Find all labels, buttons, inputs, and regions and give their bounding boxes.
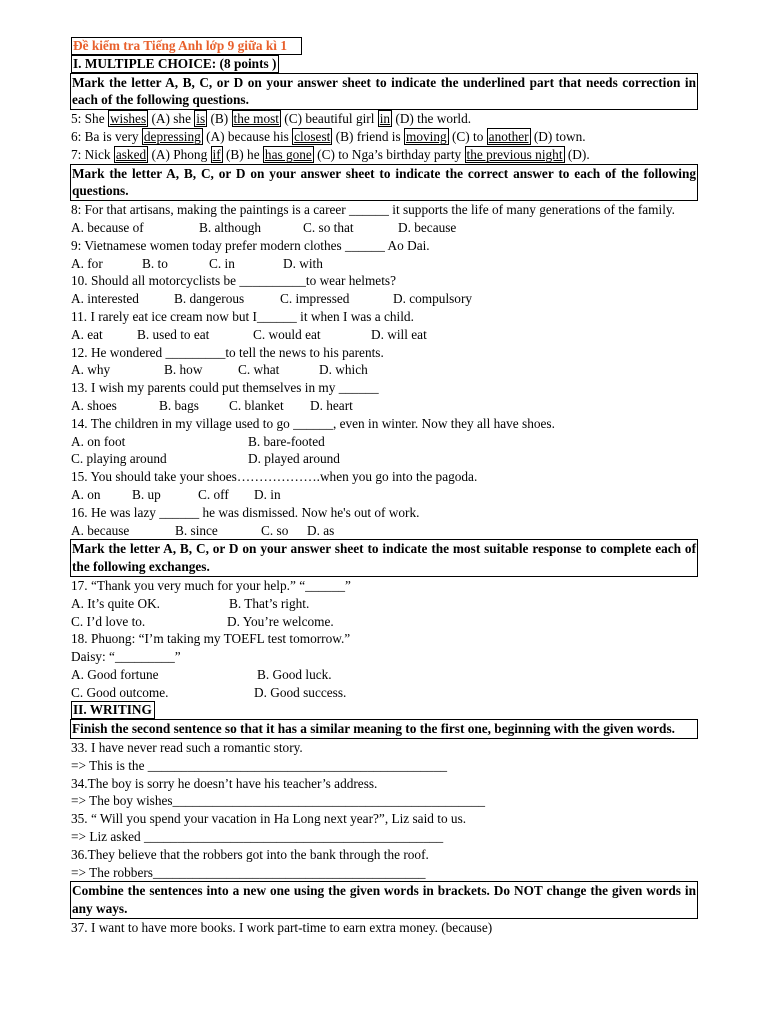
option-b: B. although — [199, 219, 262, 235]
option-a: A. for — [71, 255, 103, 271]
answer-line-36: => The robbers_________________________________________ — [71, 864, 426, 880]
section-multiple-choice: I. MULTIPLE CHOICE: (8 points ) — [71, 55, 279, 73]
option-c: C. in — [209, 255, 235, 271]
options-10 — [71, 290, 697, 308]
options-16 — [71, 522, 697, 540]
option-c: C. blanket — [229, 397, 284, 413]
options-11 — [71, 326, 697, 344]
options-17-row2 — [71, 613, 697, 631]
option-b: B. to — [142, 255, 168, 271]
question-8: 8: For that artisans, making the paintings is a career ______ it supports the life of many generations of the family. — [71, 202, 676, 218]
instruction-combine: Combine the sentences into a new one using the given words in brackets. Do NOT change the given words in any ways. — [70, 881, 698, 919]
section-writing: II. WRITING — [71, 701, 155, 719]
underlined-option: in — [379, 111, 391, 127]
option-d: D. Good success. — [254, 684, 347, 700]
question-18-response: Daisy: “_________” — [71, 649, 181, 665]
underlined-option: another — [488, 128, 529, 144]
exam-title: Đề kiểm tra Tiếng Anh lớp 9 giữa kì 1 — [71, 37, 302, 55]
underlined-option: if — [212, 146, 221, 162]
underlined-option: wishes — [109, 111, 147, 127]
underlined-option: depressing — [143, 128, 201, 144]
option-b: B. dangerous — [174, 291, 245, 307]
underlined-option: the previous night — [466, 146, 563, 162]
question-33: 33. I have never read such a romantic story. — [71, 740, 303, 756]
instruction-correct-answer: Mark the letter A, B, C, or D on your answer sheet to indicate the correct answer to each of the following questions. — [70, 164, 698, 202]
option-d: D. compulsory — [393, 291, 473, 307]
option-c: C. what — [238, 362, 280, 378]
question-14: 14. The children in my village used to go ______, even in winter. Now they all have shoes. — [71, 415, 555, 431]
option-d: D. in — [254, 486, 281, 502]
question-15: 15. You should take your shoes……………….when you go into the pagoda. — [71, 469, 478, 485]
options-14-row2 — [71, 450, 697, 468]
question-16: 16. He was lazy ______ he was dismissed. Now he's out of work. — [71, 504, 420, 520]
option-c: C. Good outcome. — [71, 684, 169, 700]
answer-line-35: => Liz asked _____________________________________________ — [71, 829, 444, 845]
question-36: 36.They believe that the robbers got into the bank through the roof. — [71, 846, 429, 862]
option-c: C. I’d love to. — [71, 613, 146, 629]
option-a: A. because — [71, 522, 130, 538]
options-18-row2 — [71, 684, 697, 702]
question-34: 34.The boy is sorry he doesn’t have his teacher’s address. — [71, 775, 378, 791]
option-b: B. used to eat — [137, 326, 210, 342]
options-9 — [71, 255, 697, 273]
option-c: C. impressed — [280, 291, 350, 307]
answer-line-34: => The boy wishes_______________________________________________ — [71, 793, 486, 809]
option-d: D. because — [398, 219, 457, 235]
options-14-row1 — [71, 433, 697, 451]
options-12 — [71, 361, 697, 379]
question-37: 37. I want to have more books. I work part-time to earn extra money. (because) — [71, 920, 493, 936]
option-c: C. playing around — [71, 451, 167, 467]
option-c: C. would eat — [253, 326, 321, 342]
option-a: A. on — [71, 486, 101, 502]
options-17-row1 — [71, 595, 697, 613]
option-b: B. bare-footed — [248, 433, 325, 449]
question-7: 7: Nick asked (A) Phong if (B) he has gone (C) to Nga’s birthday party the previous night (D). — [71, 146, 590, 162]
option-d: D. heart — [310, 397, 353, 413]
option-d: D. You’re welcome. — [227, 613, 334, 629]
option-a: A. why — [71, 362, 111, 378]
option-b: B. bags — [159, 397, 199, 413]
exam-page — [71, 37, 697, 937]
question-18: 18. Phuong: “I’m taking my TOEFL test tomorrow.” — [71, 631, 351, 647]
option-a: A. Good fortune — [71, 666, 159, 682]
underlined-option: moving — [405, 128, 447, 144]
question-35: 35. “ Will you spend your vacation in Ha Long next year?”, Liz said to us. — [71, 811, 467, 827]
question-11: 11. I rarely eat ice cream now but I______ it when I was a child. — [71, 308, 414, 324]
underlined-option: asked — [115, 146, 147, 162]
option-c: C. so — [261, 522, 289, 538]
question-12: 12. He wondered _________to tell the news to his parents. — [71, 344, 384, 360]
options-8 — [71, 219, 697, 237]
options-15 — [71, 486, 697, 504]
option-c: C. off — [198, 486, 229, 502]
question-10: 10. Should all motorcyclists be __________to wear helmets? — [71, 273, 396, 289]
underlined-option: has gone — [264, 146, 312, 162]
option-b: B. That’s right. — [229, 595, 310, 611]
option-a: A. because of — [71, 219, 144, 235]
option-d: D. as — [307, 522, 335, 538]
options-18-row1 — [71, 666, 697, 684]
option-d: D. played around — [248, 451, 340, 467]
option-a: A. It’s quite OK. — [71, 595, 161, 611]
option-a: A. eat — [71, 326, 103, 342]
option-d: D. which — [319, 362, 368, 378]
instruction-rewrite: Finish the second sentence so that it has a similar meaning to the first one, beginning with the given words. — [70, 719, 698, 739]
options-13 — [71, 397, 697, 415]
answer-line-33: => This is the _____________________________________________ — [71, 757, 447, 773]
option-d: D. will eat — [371, 326, 427, 342]
option-a: A. shoes — [71, 397, 117, 413]
question-17: 17. “Thank you very much for your help.” “______” — [71, 577, 351, 593]
option-a: A. on foot — [71, 433, 126, 449]
question-5: 5: She wishes (A) she is (B) the most (C) beautiful girl in (D) the world. — [71, 111, 472, 127]
option-b: B. since — [175, 522, 218, 538]
question-13: 13. I wish my parents could put themselves in my ______ — [71, 380, 379, 396]
option-b: B. how — [164, 362, 203, 378]
option-b: B. up — [132, 486, 161, 502]
option-d: D. with — [283, 255, 323, 271]
question-9: 9: Vietnamese women today prefer modern clothes ______ Ao Dai. — [71, 237, 430, 253]
underlined-option: closest — [294, 128, 331, 144]
option-c: C. so that — [303, 219, 354, 235]
underlined-option: the most — [233, 111, 279, 127]
underlined-option: is — [196, 111, 206, 127]
instruction-exchanges: Mark the letter A, B, C, or D on your answer sheet to indicate the most suitable response to complete each of the following exchanges. — [70, 539, 698, 577]
option-b: B. Good luck. — [257, 666, 332, 682]
question-6: 6: Ba is very depressing (A) because his closest (B) friend is moving (C) to another (D) town. — [71, 128, 586, 144]
option-a: A. interested — [71, 291, 139, 307]
instruction-error-identification: Mark the letter A, B, C, or D on your answer sheet to indicate the underlined part that needs correction in each of the following questions. — [70, 73, 698, 111]
